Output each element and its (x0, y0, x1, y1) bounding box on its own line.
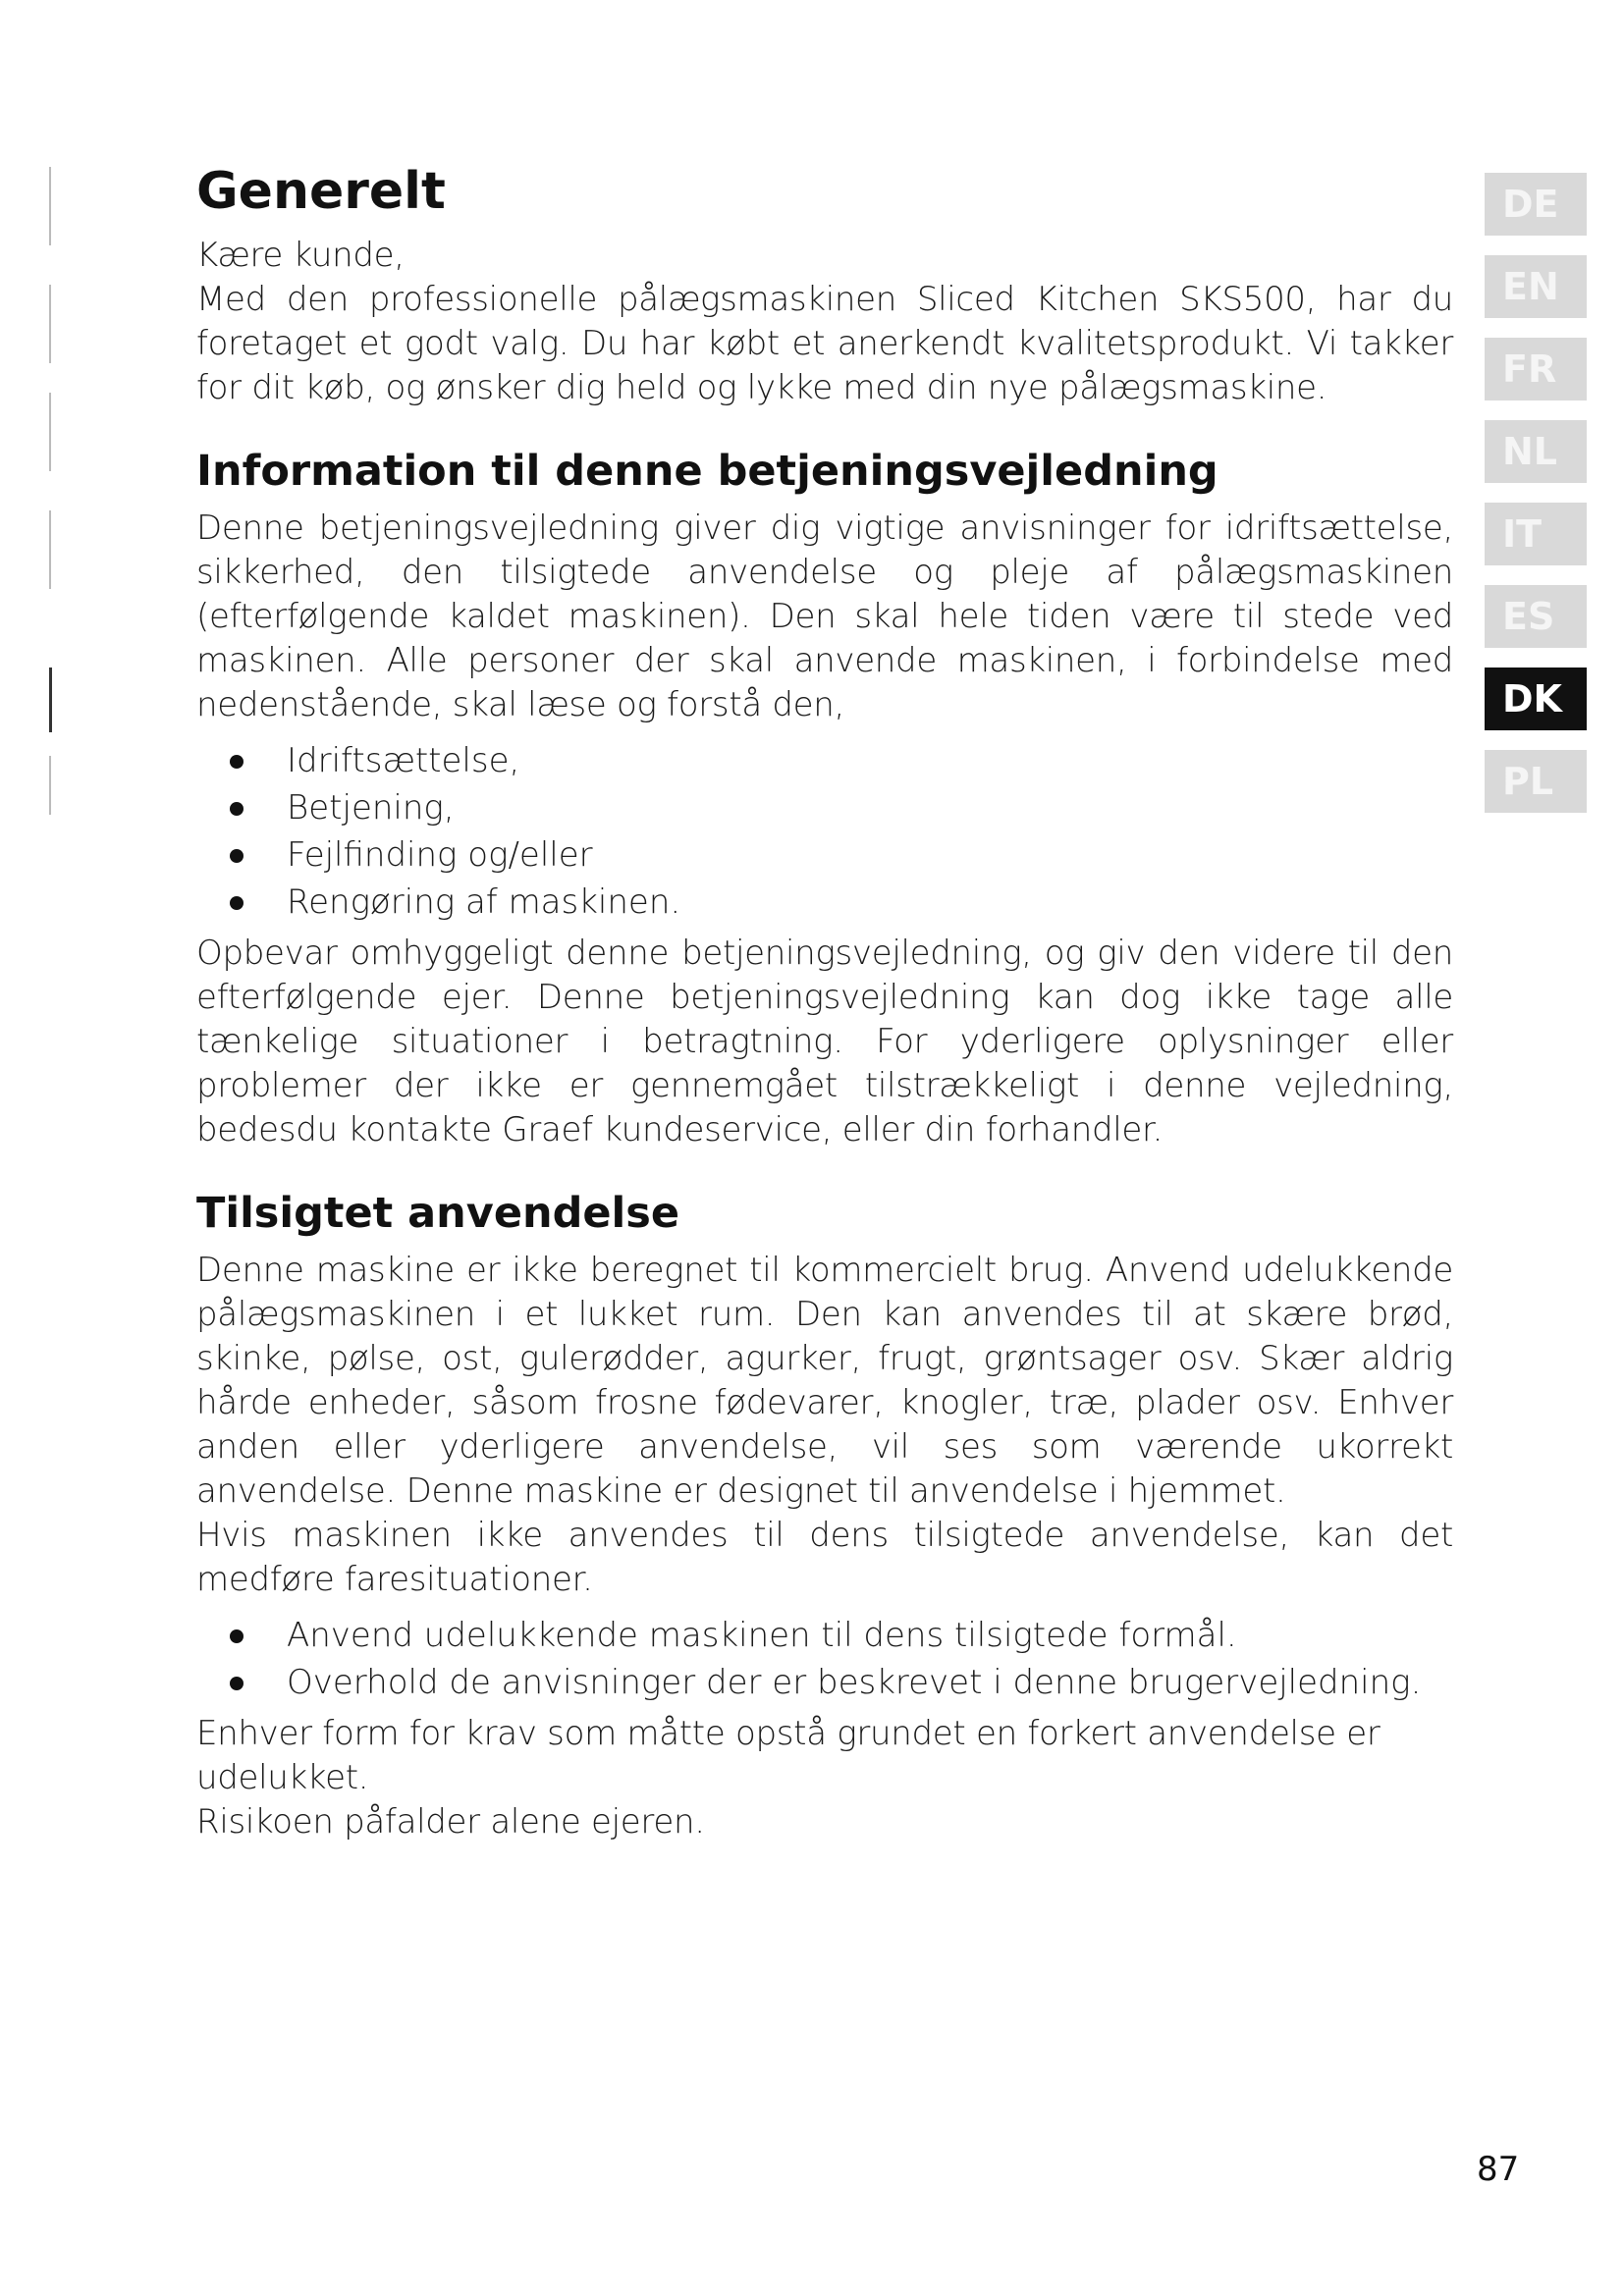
list-item-text: Fejlfinding og/eller (287, 835, 593, 875)
page-content (196, 157, 1453, 1872)
section-information (196, 444, 1453, 1152)
section-tilsigtet-anvendelse (196, 1186, 1453, 1844)
list-item-text: Rengøring af maskinen. (287, 882, 681, 922)
language-tab-es[interactable]: ES (1485, 585, 1587, 648)
page-number: 87 (1477, 2150, 1520, 2189)
list-item (196, 879, 1453, 926)
section-generelt (196, 157, 1453, 410)
list-item (196, 1612, 1453, 1659)
bullet-icon (230, 849, 244, 863)
margin-mark (49, 756, 51, 815)
language-tabs (1485, 173, 1587, 832)
language-tab-fr[interactable]: FR (1485, 338, 1587, 400)
list-item (196, 784, 1453, 831)
margin-mark (49, 167, 51, 245)
language-tab-nl[interactable]: NL (1485, 420, 1587, 483)
list-item-text: Betjening, (287, 788, 455, 828)
greeting: Kære kunde, (196, 236, 405, 275)
bullet-icon (230, 755, 244, 769)
language-tab-de[interactable]: DE (1485, 173, 1587, 236)
anvendelse-intro: Denne maskine er ikke beregnet til kommercielt brug. Anvend udelukkende pålægsmaskinen i et lukket rum. Den kan anvendes til at skære brød, skinke, pølse, ost, gulerødder, agurker, frugt, grøntsager osv. Skær aldrig hårde enheder, såsom frosne fødevarer, knogler, træ, plader osv. Enhver anden eller yderligere anvendelse, vil ses som værende ukorrekt anvendelse. Denne maskine er designet til anvendelse i hjemmet. (196, 1251, 1453, 1511)
margin-mark (49, 393, 51, 471)
anvendelse-bullet-list (196, 1612, 1453, 1706)
anvendelse-outro-1: Enhver form for krav som måtte opstå grundet en forkert anvendelse er udelukket. (196, 1714, 1380, 1797)
language-tab-dk[interactable]: DK (1485, 667, 1587, 730)
heading-generelt: Generelt (196, 162, 446, 221)
bullet-icon (230, 1677, 244, 1690)
list-item-text: Anvend udelukkende maskinen til dens tilsigtede formål. (287, 1616, 1237, 1655)
list-item (196, 737, 1453, 784)
margin-mark (49, 285, 51, 363)
heading-information: Information til denne betjeningsvejledning (196, 447, 1218, 496)
margin-mark (49, 510, 51, 589)
anvendelse-warning: Hvis maskinen ikke anvendes til dens tilsigtede anvendelse, kan det medføre faresituationer. (196, 1516, 1453, 1599)
list-item-text: Idriftsættelse, (287, 741, 520, 780)
heading-tilsigtet-anvendelse: Tilsigtet anvendelse (196, 1189, 680, 1238)
list-item-text: Overhold de anvisninger der er beskrevet i denne brugervejledning. (287, 1663, 1422, 1702)
anvendelse-outro-2: Risikoen påfalder alene ejeren. (196, 1802, 705, 1842)
information-bullet-list (196, 737, 1453, 926)
information-intro: Denne betjeningsvejledning giver dig vigtige anvisninger for idriftsættelse, sikkerhed, den tilsigtede anvendelse og pleje af pålægsmaskinen (efterfølgende kaldet maskinen). Den skal hele tiden være til stede ved maskinen. Alle personer der skal anvende maskinen, i forbindelse med nedenstående, skal læse og forstå den, (196, 508, 1453, 724)
bullet-icon (230, 896, 244, 910)
intro-paragraph: Med den professionelle pålægsmaskinen Sliced Kitchen SKS500, har du foretaget et godt valg. Du har købt et anerkendt kvalitetsprodukt. Vi takker for dit køb, og ønsker dig held og lykke med din nye pålægsmaskine. (196, 280, 1453, 407)
list-item (196, 1659, 1453, 1706)
language-tab-en[interactable]: EN (1485, 255, 1587, 318)
bullet-icon (230, 1629, 244, 1643)
list-item (196, 831, 1453, 879)
language-tab-it[interactable]: IT (1485, 503, 1587, 565)
language-tab-pl[interactable]: PL (1485, 750, 1587, 813)
bullet-icon (230, 802, 244, 816)
margin-mark-active (49, 667, 52, 732)
information-outro: Opbevar omhyggeligt denne betjeningsvejledning, og giv den videre til den efterfølgende ejer. Denne betjeningsvejledning kan dog ikke tage alle tænkelige situationer i betragtning. For yderligere oplysninger eller problemer der ikke er gennemgået tilstrækkeligt i denne vejledning, bedesdu kontakte Graef kundeservice, eller din forhandler. (196, 934, 1453, 1149)
